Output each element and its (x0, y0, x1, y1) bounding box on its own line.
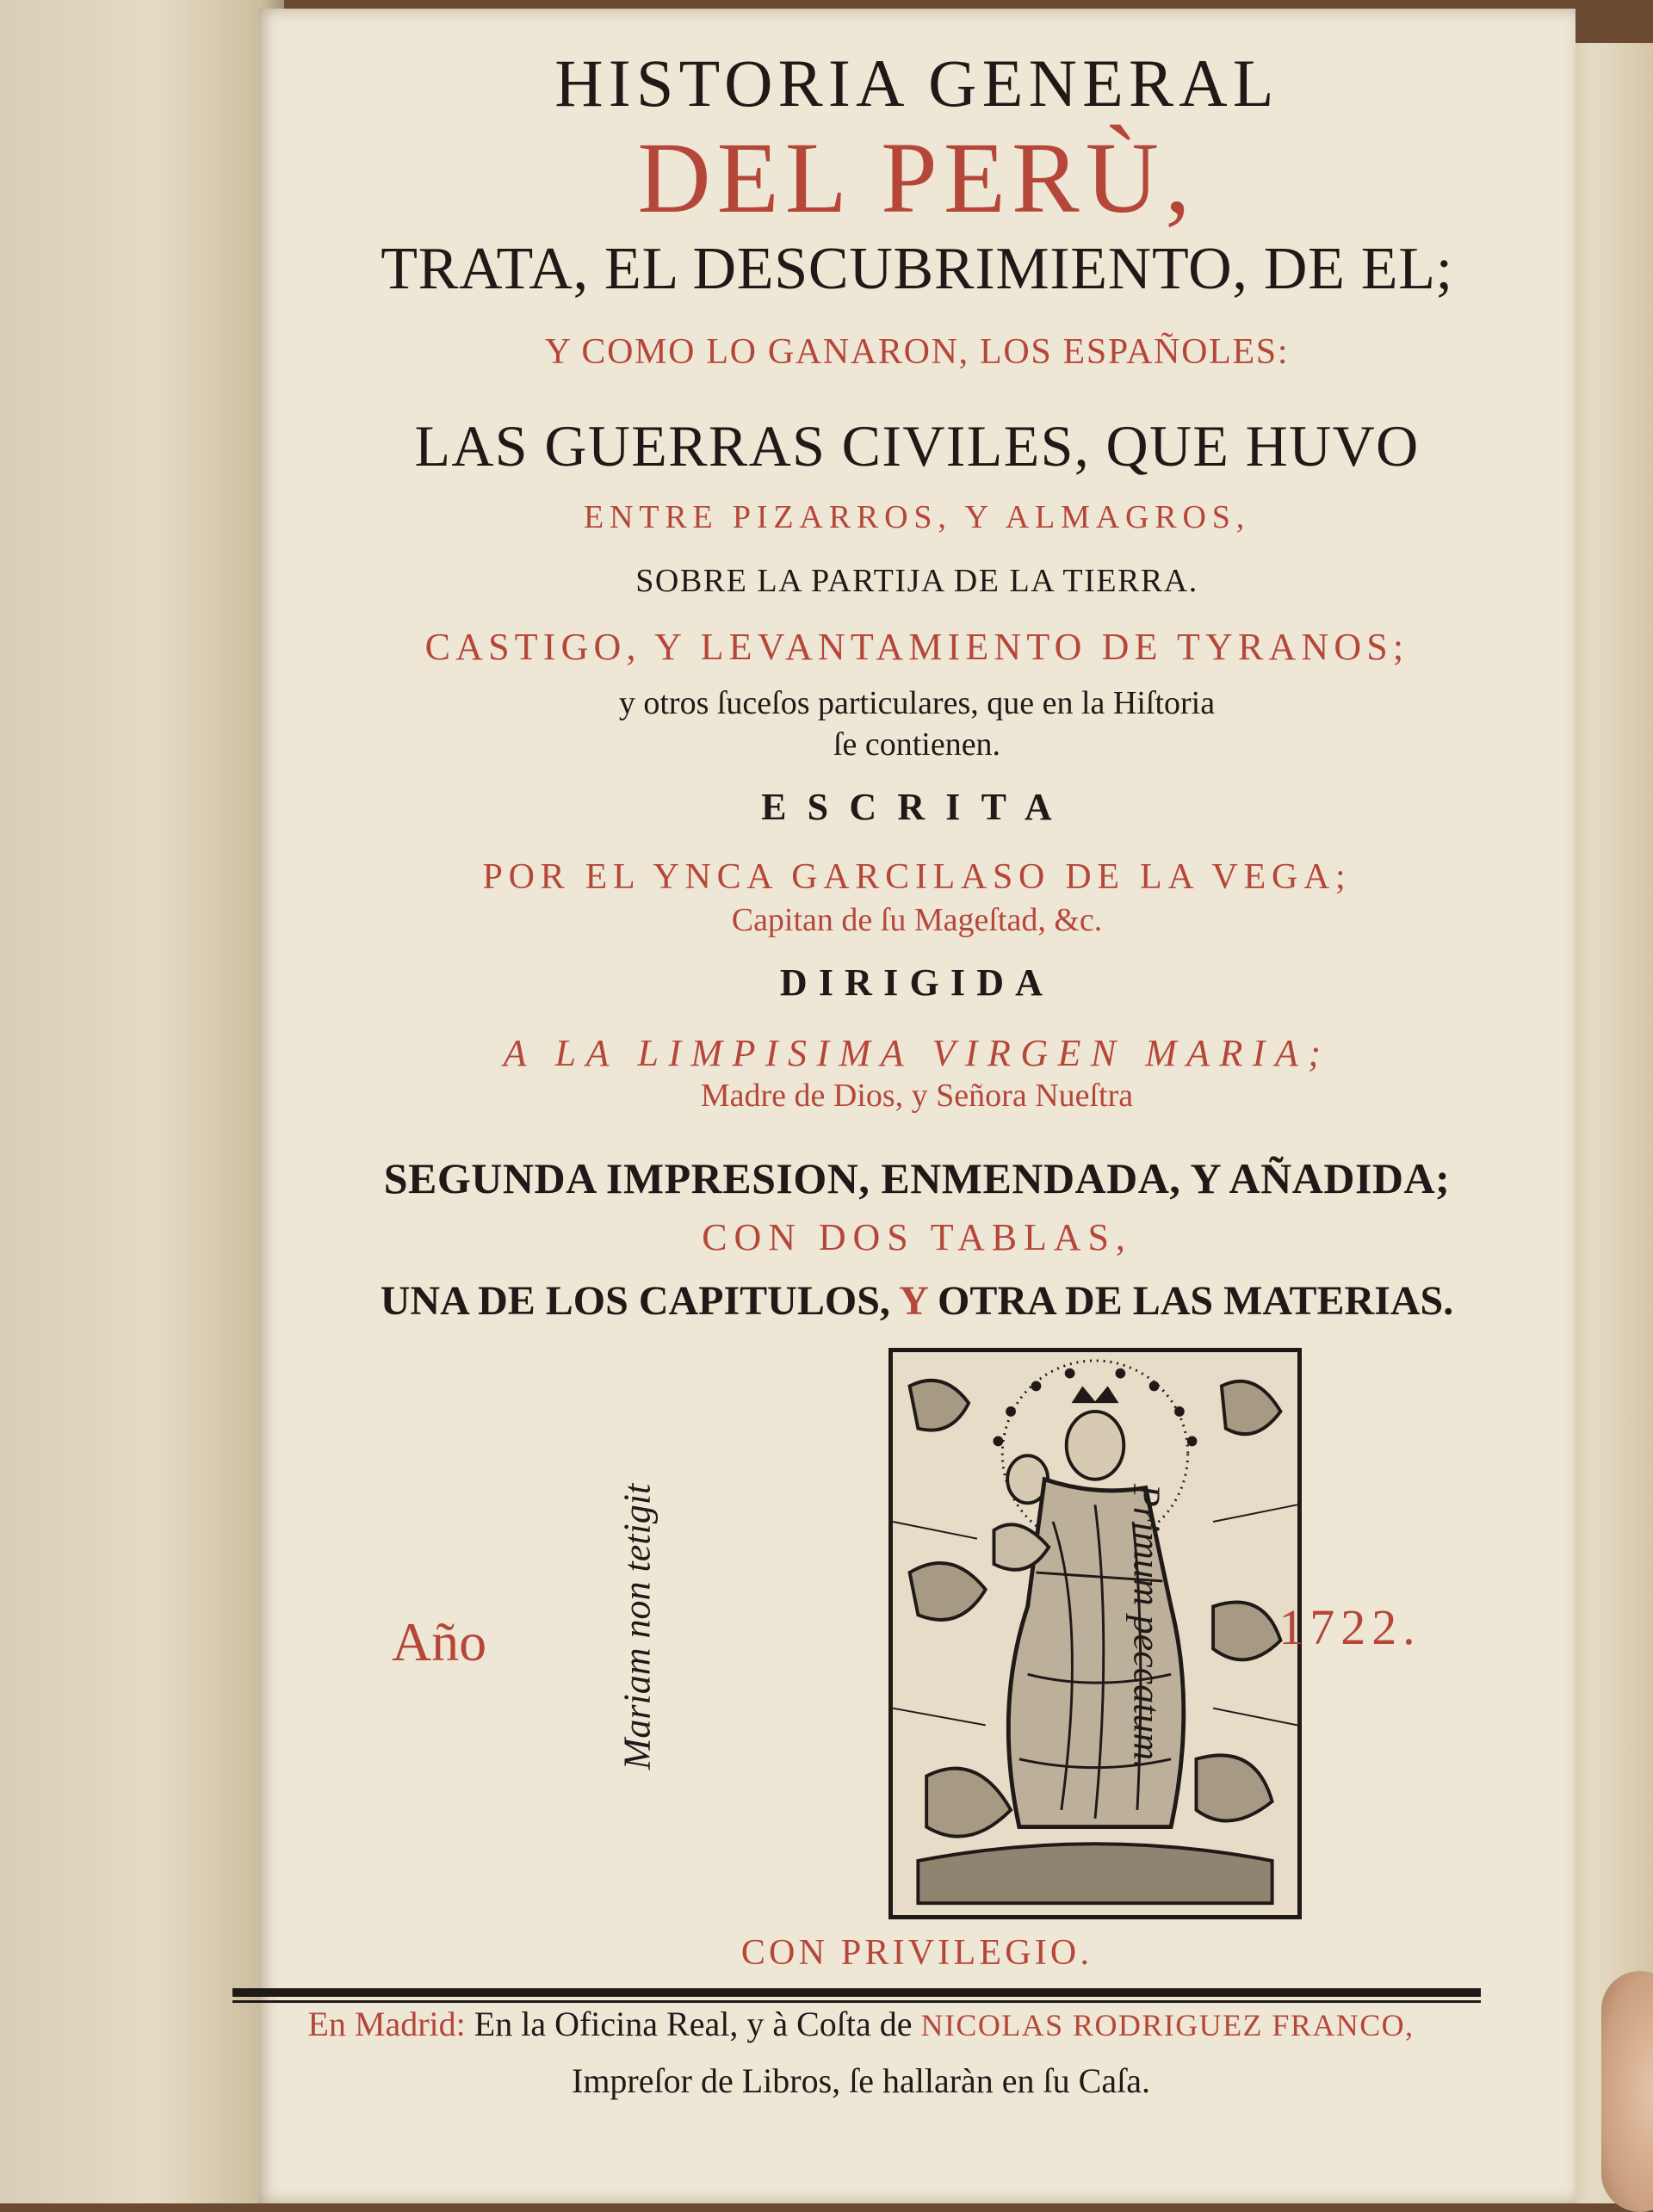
tables-sub-line (258, 1278, 1576, 1324)
imprint-office: En la Oficina Real, y à Coſta de (474, 2005, 913, 2043)
year-value: 1722. (1278, 1599, 1421, 1655)
title-line-5: LAS GUERRAS CIVILES, QUE HUVO (414, 413, 1420, 479)
tables-sub-b: OTRA DE LAS MATERIAS. (938, 1278, 1454, 1324)
author-line: POR EL YNCA GARCILASO DE LA VEGA; (482, 857, 1352, 897)
imprint-place: En Madrid: (307, 2005, 466, 2043)
left-facing-page (0, 0, 284, 2203)
imprint-rule-thick (232, 1988, 1481, 1997)
dedicatee-sub: Madre de Dios, y Señora Nueſtra (700, 1078, 1134, 1114)
escrita-heading: ESCRITA (761, 786, 1073, 828)
dedicatee-line: A LA LIMPISIMA VIRGEN MARIA; (503, 1032, 1331, 1074)
dirigida-heading: DIRIGIDA (779, 961, 1055, 1004)
thumb (1601, 1971, 1653, 2212)
right-motto: Primum peccatum. (1125, 1483, 1168, 1770)
year-label: Año (391, 1611, 487, 1672)
title-line-8: CASTIGO, Y LEVANTAMIENTO DE TYRANOS; (424, 626, 1409, 668)
imprint-printer: NICOLAS RODRIGUEZ FRANCO, (920, 2008, 1415, 2042)
title-line-4: Y COMO LO GANARON, LOS ESPAÑOLES: (544, 332, 1290, 372)
title-line-1: HISTORIA GENERAL (554, 46, 1279, 120)
title-line-6: ENTRE PIZARROS, Y ALMAGROS, (583, 499, 1251, 535)
imprint-line-2: Impreſor de Libros, ſe hallaràn en ſu Caſa. (572, 2061, 1150, 2100)
edition-line: SEGUNDA IMPRESION, ENMENDADA, Y AÑADIDA; (383, 1154, 1451, 1202)
tables-sub-y: Y (899, 1278, 927, 1324)
imprint-line-1 (224, 2007, 1498, 2042)
title-page (258, 9, 1576, 2203)
title-line-9: y otros ſuceſos particulares, que en la Hiſtoria (618, 685, 1216, 721)
privilege-line: CON PRIVILEGIO. (740, 1933, 1093, 1973)
title-line-10: ſe contienen. (833, 726, 1001, 763)
tables-sub-a: UNA DE LOS CAPITULOS, (380, 1278, 890, 1324)
title-line-7: SOBRE LA PARTIJA DE LA TIERRA. (635, 563, 1198, 599)
imprint-rule-thin (232, 2000, 1481, 2003)
title-line-2: DEL PERÙ, (637, 121, 1197, 234)
left-motto: Mariam non tetigit (616, 1483, 659, 1770)
author-title: Capitan de ſu Mageſtad, &c. (731, 902, 1103, 938)
title-line-3: TRATA, EL DESCUBRIMIENTO, DE EL; (381, 236, 1453, 302)
tables-line: CON DOS TABLAS, (702, 1216, 1132, 1258)
